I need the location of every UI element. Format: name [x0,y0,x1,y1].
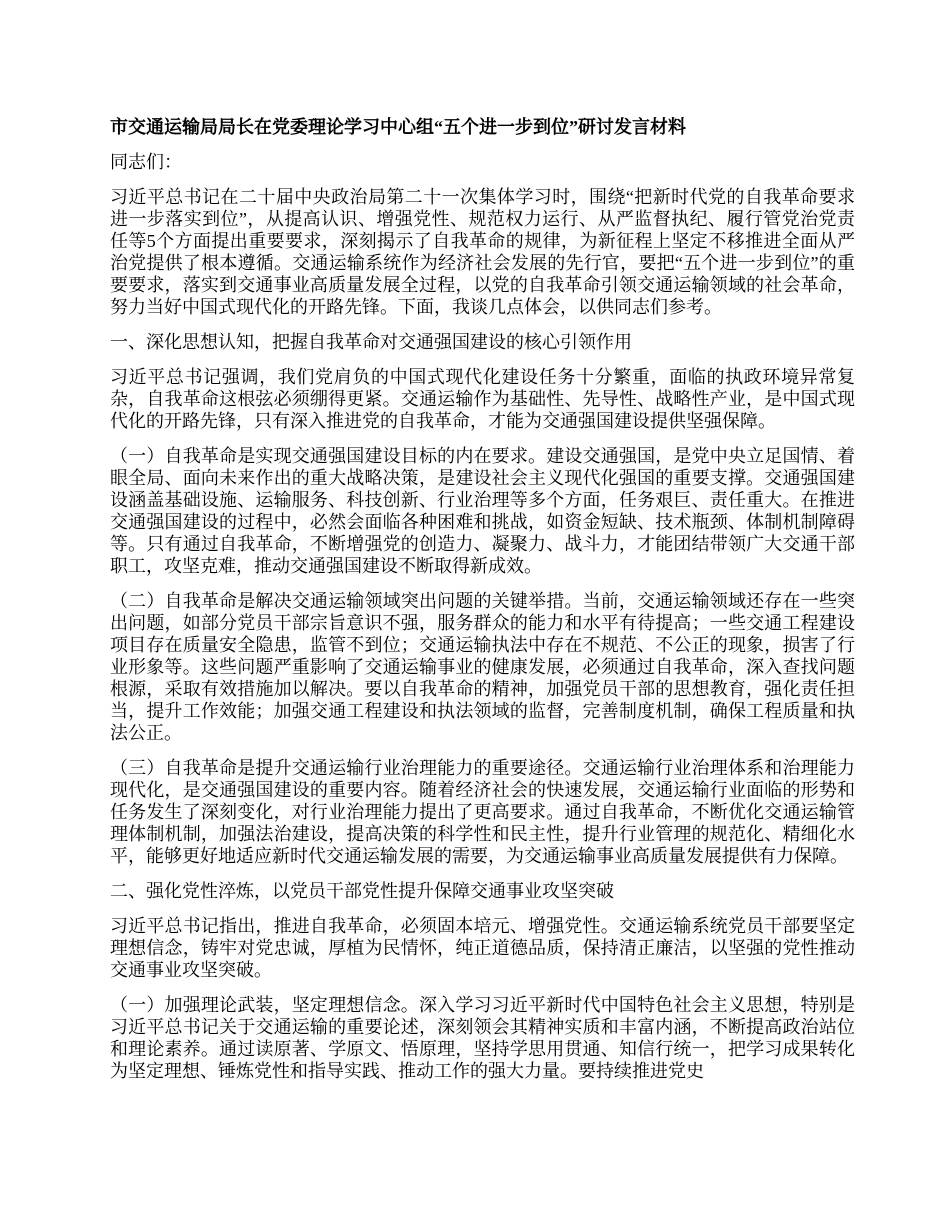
section-heading-2: 二、强化党性淬炼，以党员干部党性提升保障交通事业攻坚突破 [110,881,614,901]
document-title: 市交通运输局局长在党委理论学习中心组“五个进一步到位”研讨发言材料 [110,117,686,137]
salutation: 同志们： [110,152,182,172]
paragraph-section-1-point-3: （三）自我革命是提升交通运输行业治理能力的重要途径。交通运输行业治理体系和治理能力现代化，是交通强国建设的重要内容。随着经济社会的快速发展，交通运输行业面临的形势和任务发生了深刻变化，对行业治理能力提出了更高要求。通过自我革命，不断优化交通运输管理体制机制，加强法治建设，提高决策的科学性和民主性，提升行业管理的规范化、精细化水平，能够更好地适应新时代交通运输发展的需要，为交通运输事业高质量发展提供有力保障。 [110,758,855,866]
paragraph-section-2-lead: 习近平总书记指出，推进自我革命，必须固本培元、增强党性。交通运输系统党员干部要坚定理想信念，铸牢对党忠诚，厚植为民情怀，纯正道德品质，保持清正廉洁，以坚强的党性推动交通事业攻坚突破。 [110,916,855,980]
paragraph-section-1-point-1: （一）自我革命是实现交通强国建设目标的内在要求。建设交通强国，是党中央立足国情、着眼全局、面向未来作出的重大战略决策，是建设社会主义现代化强国的重要支撑。交通强国建设涵盖基础设施、运输服务、科技创新、行业治理等多个方面，任务艰巨、责任重大。在推进交通强国建设的过程中，必然会面临各种困难和挑战，如资金短缺、技术瓶颈、体制机制障碍等。只有通过自我革命，不断增强党的创造力、凝聚力、战斗力，才能团结带领广大交通干部职工，攻坚克难，推动交通强国建设不断取得新成效。 [110,446,855,576]
paragraph-section-1-point-2: （二）自我革命是解决交通运输领域突出问题的关键举措。当前，交通运输领域还存在一些突出问题，如部分党员干部宗旨意识不强，服务群众的能力和水平有待提高；一些交通工程建设项目存在质量安全隐患，监管不到位；交通运输执法中存在不规范、不公正的现象，损害了行业形象等。这些问题严重影响了交通运输事业的健康发展，必须通过自我革命，深入查找问题根源，采取有效措施加以解决。要以自我革命的精神，加强党员干部的思想教育，强化责任担当，提升工作效能；加强交通工程建设和执法领域的监督，完善制度机制，确保工程质量和执法公正。 [110,591,855,743]
section-heading-1: 一、深化思想认知，把握自我革命对交通强国建设的核心引领作用 [110,332,632,352]
paragraph-section-1-lead: 习近平总书记强调，我们党肩负的中国式现代化建设任务十分繁重，面临的执政环境异常复杂，自我革命这根弦必须绷得更紧。交通运输作为基础性、先导性、战略性产业，是中国式现代化的开路先锋，只有深入推进党的自我革命，才能为交通强国建设提供坚强保障。 [110,367,855,431]
paragraph-section-2-point-1: （一）加强理论武装，坚定理想信念。深入学习习近平新时代中国特色社会主义思想，特别是习近平总书记关于交通运输的重要论述，深刻领会其精神实质和丰富内涵，不断提高政治站位和理论素养。通过读原著、学原文、悟原理，坚持学思用贯通、知信行统一，把学习成果转化为坚定理想、锤炼党性和指导实践、推动工作的强大力量。要持续推进党史 [110,995,855,1081]
paragraph-intro: 习近平总书记在二十届中央政治局第二十一次集体学习时，围绕“把新时代党的自我革命要求进一步落实到位”，从提高认识、增强党性、规范权力运行、从严监督执纪、履行管党治党责任等5个方面提出重要要求，深刻揭示了自我革命的规律，为新征程上坚定不移推进全面从严治党提供了根本遵循。交通运输系统作为经济社会发展的先行官，要把“五个进一步到位”的重要要求，落实到交通事业高质量发展全过程，以党的自我革命引领交通运输领域的社会革命，努力当好中国式现代化的开路先锋。下面，我谈几点体会，以供同志们参考。 [110,187,855,317]
